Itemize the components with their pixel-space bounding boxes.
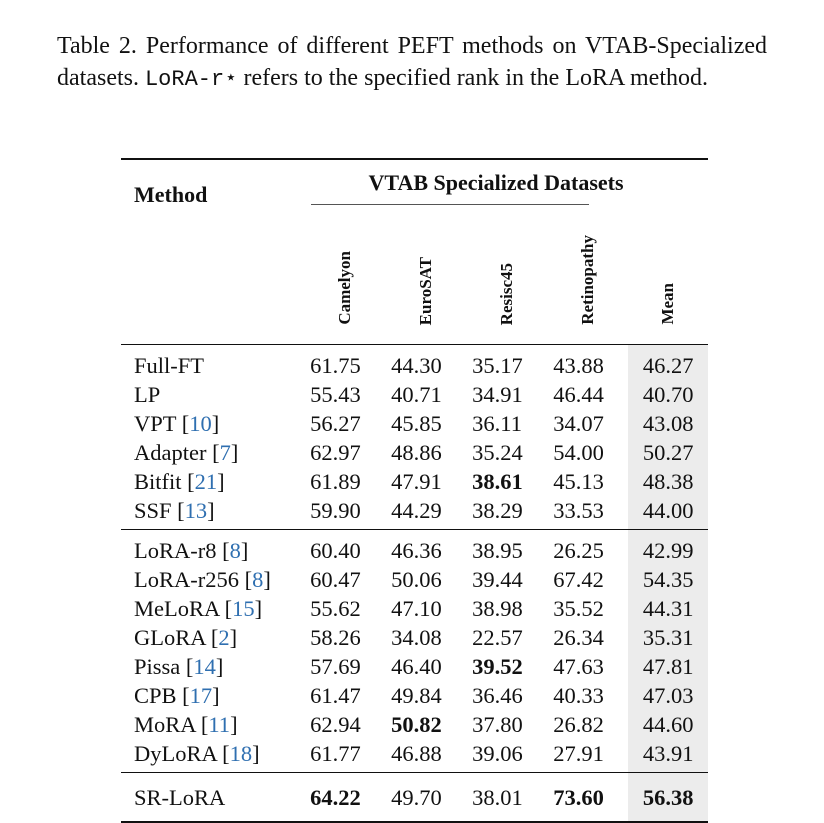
citation-link[interactable]: 17: [189, 682, 213, 708]
method-name: [121, 496, 304, 530]
results-table: [121, 158, 708, 823]
mean-cell: 44.60: [628, 710, 708, 739]
method-name: [121, 530, 304, 566]
col-header-retinopathy: Retinopathy: [577, 235, 597, 325]
citation-bracket: ]: [240, 537, 249, 563]
value-cell: 61.77: [310, 740, 361, 766]
value-cell: 62.97: [310, 439, 361, 465]
value-cell: 62.94: [310, 711, 361, 737]
value-cell: 47.10: [391, 595, 442, 621]
method-label: LP: [134, 381, 161, 407]
value-cell: 36.11: [472, 410, 522, 436]
table-row: [121, 681, 708, 710]
citation-bracket: ]: [263, 566, 271, 592]
table-row: [121, 594, 708, 623]
value-cell: 56.27: [310, 410, 361, 436]
table-caption: [57, 30, 767, 96]
value-cell: 38.98: [472, 595, 523, 621]
table-row: [121, 530, 708, 566]
mean-cell: 43.91: [628, 739, 708, 773]
citation-bracket: ]: [229, 624, 238, 650]
table-row: [121, 467, 708, 496]
caption-text-1: Table 2. Performance of different PEFT methods on VTAB-Specialized datasets.: [57, 33, 767, 91]
method-label: Adapter [: [134, 439, 220, 465]
col-header-camelyon: Camelyon: [334, 251, 354, 325]
value-cell: 39.44: [472, 566, 523, 592]
group-header: [304, 159, 708, 205]
value-cell: 55.62: [310, 595, 361, 621]
value-cell: 35.24: [472, 439, 523, 465]
citation-bracket: ]: [230, 439, 239, 465]
method-name: [121, 623, 304, 652]
group-underline: [311, 204, 589, 205]
method-name: [121, 467, 304, 496]
value-cell: 67.42: [553, 566, 604, 592]
table-row: [121, 380, 708, 409]
citation-bracket: ]: [254, 595, 263, 621]
value-cell: 57.69: [310, 653, 361, 679]
results-table-wrapper: [121, 158, 708, 823]
table-body: [121, 345, 708, 823]
method-name: [121, 710, 304, 739]
value-cell: 49.84: [391, 682, 442, 708]
table-row: [121, 565, 708, 594]
value-cell: 39.52: [472, 653, 523, 679]
mean-cell: 43.08: [628, 409, 708, 438]
table-row: [121, 739, 708, 773]
value-cell: 61.47: [310, 682, 361, 708]
mean-cell: 56.38: [628, 773, 708, 823]
value-cell: 40.33: [553, 682, 604, 708]
mean-cell: 42.99: [628, 530, 708, 566]
value-cell: 34.08: [391, 624, 442, 650]
value-cell: 46.44: [553, 381, 604, 407]
value-cell: 26.34: [553, 624, 604, 650]
method-name: [121, 409, 304, 438]
method-label: LoRA-r256 [: [134, 566, 253, 592]
mean-cell: 44.00: [628, 496, 708, 530]
value-cell: 48.86: [391, 439, 442, 465]
method-name: [121, 681, 304, 710]
method-header: Method: [134, 182, 208, 207]
method-label: Full-FT: [134, 352, 205, 378]
mean-cell: 48.38: [628, 467, 708, 496]
value-cell: 35.17: [472, 352, 523, 378]
value-cell: 34.07: [553, 410, 604, 436]
method-label: DyLoRA [: [134, 740, 230, 766]
table-row: [121, 623, 708, 652]
method-name: [121, 380, 304, 409]
value-cell: 73.60: [553, 785, 604, 810]
method-label: VPT [: [134, 410, 190, 436]
citation-link[interactable]: 7: [219, 439, 231, 465]
col-header-resisc45: Resisc45: [496, 262, 516, 325]
value-cell: 43.88: [553, 352, 604, 378]
value-cell: 38.95: [472, 537, 523, 563]
table-row: [121, 409, 708, 438]
caption-code: LoRA-r⋆: [144, 67, 238, 92]
mean-cell: 35.31: [628, 623, 708, 652]
method-label: Pissa [: [134, 653, 194, 679]
value-cell: 61.75: [310, 352, 361, 378]
value-cell: 33.53: [553, 497, 604, 523]
citation-bracket: ]: [212, 682, 220, 708]
value-cell: 27.91: [553, 740, 604, 766]
value-cell: 44.30: [391, 352, 442, 378]
value-cell: 44.29: [391, 497, 442, 523]
table-row: [121, 438, 708, 467]
citation-bracket: ]: [217, 468, 225, 494]
value-cell: 38.29: [472, 497, 523, 523]
method-label: Bitfit [: [134, 468, 195, 494]
value-cell: 50.06: [391, 566, 442, 592]
method-name: [121, 773, 304, 823]
value-cell: 37.80: [472, 711, 523, 737]
citation-bracket: ]: [252, 740, 260, 766]
citation-bracket: ]: [211, 410, 220, 436]
table-row: [121, 496, 708, 530]
group-header-text: VTAB Specialized Datasets: [368, 170, 624, 195]
method-label: SR-LoRA: [134, 785, 226, 810]
table-row: [121, 773, 708, 823]
mean-cell: 44.31: [628, 594, 708, 623]
col-header-eurosat: EuroSAT: [415, 256, 435, 325]
method-name: [121, 739, 304, 773]
method-label: GLoRA [: [134, 624, 219, 650]
value-cell: 45.85: [391, 410, 442, 436]
citation-link[interactable]: 10: [189, 410, 212, 436]
value-cell: 45.13: [553, 468, 604, 494]
value-cell: 60.40: [310, 537, 361, 563]
value-cell: 22.57: [472, 624, 523, 650]
value-cell: 61.89: [310, 468, 361, 494]
method-label: MeLoRA [: [134, 595, 233, 621]
value-cell: 60.47: [310, 566, 361, 592]
citation-link[interactable]: 13: [184, 497, 208, 523]
caption-text-2: refers to the specified rank in the LoRA method.: [237, 65, 708, 91]
value-cell: 26.25: [553, 537, 604, 563]
method-label: LoRA-r8 [: [134, 537, 230, 563]
value-cell: 38.01: [472, 785, 523, 810]
mean-cell: 54.35: [628, 565, 708, 594]
col-header-mean: Mean: [658, 283, 678, 325]
value-cell: 54.00: [553, 439, 604, 465]
citation-link[interactable]: 8: [229, 537, 241, 563]
citation-link[interactable]: 8: [252, 566, 264, 592]
value-cell: 46.36: [391, 537, 442, 563]
method-name: [121, 652, 304, 681]
citation-bracket: ]: [230, 711, 238, 737]
value-cell: 39.06: [472, 740, 523, 766]
citation-link[interactable]: 2: [218, 624, 230, 650]
value-cell: 47.91: [391, 468, 442, 494]
value-cell: 46.40: [391, 653, 442, 679]
value-cell: 59.90: [310, 497, 361, 523]
value-cell: 55.43: [310, 381, 361, 407]
value-cell: 40.71: [391, 381, 442, 407]
value-cell: 58.26: [310, 624, 361, 650]
table-row: [121, 652, 708, 681]
mean-cell: 47.81: [628, 652, 708, 681]
mean-cell: 47.03: [628, 681, 708, 710]
citation-link[interactable]: 21: [194, 468, 218, 494]
mean-cell: 50.27: [628, 438, 708, 467]
method-name: [121, 345, 304, 381]
value-cell: 49.70: [391, 785, 442, 810]
method-label: MoRA [: [134, 711, 209, 737]
method-name: [121, 594, 304, 623]
value-cell: 38.61: [472, 468, 523, 494]
method-label: CPB [: [134, 682, 190, 708]
value-cell: 47.63: [553, 653, 604, 679]
value-cell: 26.82: [553, 711, 604, 737]
table-row: [121, 345, 708, 381]
mean-cell: 46.27: [628, 345, 708, 381]
citation-link[interactable]: 14: [193, 653, 216, 679]
citation-bracket: ]: [215, 653, 224, 679]
method-name: [121, 565, 304, 594]
citation-link[interactable]: 11: [208, 711, 231, 737]
value-cell: 46.88: [391, 740, 442, 766]
mean-cell: 40.70: [628, 380, 708, 409]
method-name: [121, 438, 304, 467]
table-row: [121, 710, 708, 739]
value-cell: 50.82: [391, 711, 442, 737]
value-cell: 34.91: [472, 381, 523, 407]
value-cell: 64.22: [310, 785, 361, 810]
value-cell: 35.52: [553, 595, 604, 621]
method-label: SSF [: [134, 497, 185, 523]
citation-link[interactable]: 15: [232, 595, 255, 621]
citation-bracket: ]: [207, 497, 215, 523]
value-cell: 36.46: [472, 682, 523, 708]
citation-link[interactable]: 18: [229, 740, 253, 766]
